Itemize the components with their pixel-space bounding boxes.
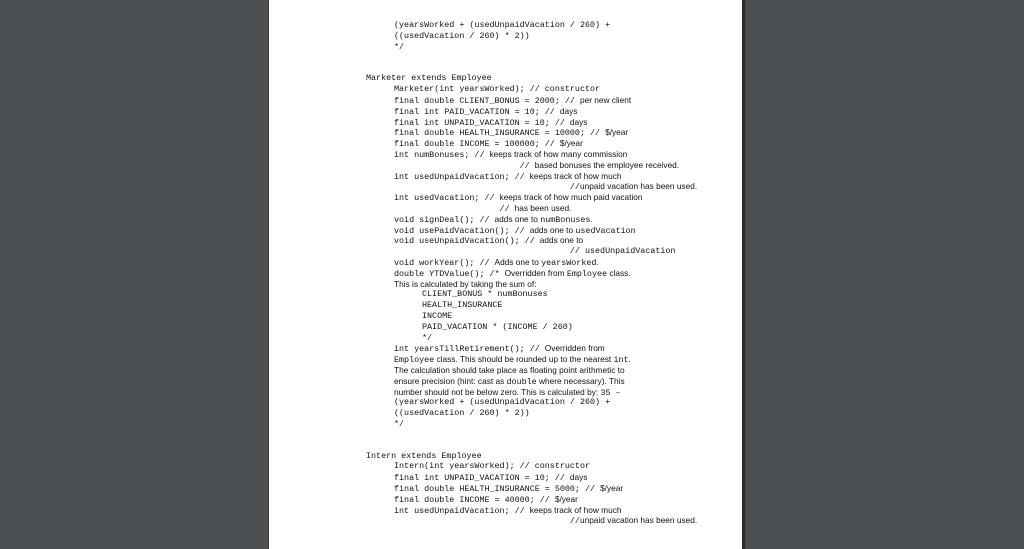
code-text: final double HEALTH_INSURANCE = 5000; // bbox=[394, 484, 601, 495]
comment-text: adds one to bbox=[494, 213, 541, 224]
code-text: // bbox=[394, 182, 580, 193]
code-line bbox=[366, 397, 736, 408]
document-page bbox=[268, 0, 743, 549]
comment-text: . bbox=[628, 354, 631, 365]
code-text: double bbox=[506, 376, 537, 387]
code-line bbox=[366, 268, 736, 279]
code-line bbox=[366, 279, 736, 290]
code-line bbox=[366, 20, 736, 31]
comment-text: unpaid vacation has been used. bbox=[579, 515, 698, 526]
code-text: int bbox=[613, 355, 629, 366]
comment-text: The calculation should take place as floating point arithmetic to bbox=[394, 364, 625, 375]
document-content bbox=[366, 20, 736, 526]
code-text: Marketer extends Employee bbox=[366, 73, 492, 84]
code-text: HEALTH_INSURANCE bbox=[422, 300, 503, 311]
code-line bbox=[366, 42, 736, 53]
comment-text: $/year bbox=[559, 138, 583, 149]
code-line bbox=[366, 203, 736, 214]
comment-text: adds one to bbox=[529, 224, 576, 235]
code-line bbox=[366, 214, 736, 225]
code-text: usedVacation bbox=[575, 225, 636, 236]
code-text: final int UNPAID_VACATION = 10; // bbox=[394, 473, 570, 484]
code-line bbox=[366, 160, 736, 171]
code-text: Intern(int yearsWorked); // constructor bbox=[394, 461, 591, 472]
code-line bbox=[366, 149, 736, 160]
code-line bbox=[366, 95, 736, 106]
comment-text: days bbox=[569, 116, 588, 127]
code-text: final double INCOME = 100000; // bbox=[394, 139, 560, 150]
code-text: INCOME bbox=[422, 310, 453, 321]
code-line bbox=[366, 257, 736, 268]
code-line bbox=[366, 235, 736, 246]
code-line bbox=[366, 408, 736, 419]
code-text: final double CLIENT_BONUS = 2000; // bbox=[394, 95, 580, 106]
code-text: void signDeal(); // bbox=[394, 214, 495, 225]
code-line bbox=[366, 461, 736, 472]
code-line bbox=[366, 138, 736, 149]
code-line bbox=[366, 311, 736, 322]
comment-text: adds one to bbox=[539, 235, 584, 246]
comment-text: keeps track of how much bbox=[529, 504, 622, 515]
code-text: PAID_VACATION * (INCOME / 260) bbox=[422, 321, 573, 332]
code-line bbox=[366, 289, 736, 300]
comment-text: number should not be below zero. This is calculated by: bbox=[394, 386, 601, 397]
code-line bbox=[366, 494, 736, 505]
comment-text: $/year bbox=[554, 493, 578, 504]
code-line bbox=[366, 73, 736, 84]
vertical-scrollbar[interactable] bbox=[742, 0, 745, 549]
comment-text: This is calculated by taking the sum of: bbox=[394, 278, 537, 289]
code-text: final double INCOME = 40000; // bbox=[394, 494, 555, 505]
code-line bbox=[366, 300, 736, 311]
comment-text: class. This should be rounded up to the nearest bbox=[434, 354, 614, 365]
code-line bbox=[366, 365, 736, 376]
block-spacer bbox=[366, 52, 736, 73]
code-text: // bbox=[394, 516, 580, 527]
code-text: void usePaidVacation(); // bbox=[394, 225, 530, 236]
code-text: Intern extends Employee bbox=[366, 450, 482, 461]
code-line bbox=[366, 387, 736, 398]
code-text: final double HEALTH_INSURANCE = 10000; // bbox=[394, 128, 606, 139]
comment-text: keeps track of how many commission bbox=[489, 148, 628, 159]
code-text: // bbox=[394, 203, 515, 214]
comment-text: based bonuses the employee received. bbox=[534, 159, 680, 170]
code-line bbox=[366, 84, 736, 95]
code-text: int usedVacation; // bbox=[394, 193, 500, 204]
comment-text: unpaid vacation has been used. bbox=[579, 181, 698, 192]
code-text: int usedUnpaidVacation; // bbox=[394, 171, 530, 182]
code-line bbox=[366, 322, 736, 333]
code-text: Employee bbox=[394, 355, 435, 366]
code-line bbox=[366, 31, 736, 42]
code-line bbox=[366, 117, 736, 128]
code-text: ((usedVacation / 260) * 2)) bbox=[394, 408, 530, 419]
code-block-marketer bbox=[366, 73, 736, 429]
code-text: (yearsWorked + (usedUnpaidVacation / 260) + bbox=[394, 20, 611, 30]
code-line bbox=[366, 246, 736, 257]
code-line bbox=[366, 225, 736, 236]
code-block-top bbox=[366, 20, 736, 52]
code-line bbox=[366, 451, 736, 462]
code-line bbox=[366, 343, 736, 354]
comment-text: Overridden from bbox=[504, 267, 567, 278]
comment-text: Adds one to bbox=[494, 256, 542, 267]
code-line bbox=[366, 376, 736, 387]
code-line bbox=[366, 472, 736, 483]
code-line bbox=[366, 505, 736, 516]
code-text: int yearsTillRetirement(); // bbox=[394, 344, 545, 355]
comment-text: has been used. bbox=[514, 202, 572, 213]
code-line bbox=[366, 171, 736, 182]
comment-text: . bbox=[596, 256, 599, 267]
code-text: (yearsWorked + (usedUnpaidVacation / 260) + bbox=[394, 397, 611, 408]
code-text: ((usedVacation / 260) * 2)) bbox=[394, 30, 530, 41]
code-text: int usedUnpaidVacation; // bbox=[394, 505, 530, 516]
code-text: // usedUnpaidVacation bbox=[394, 246, 676, 257]
comment-text: where necessary). This bbox=[536, 375, 625, 386]
comment-text: keeps track of how much bbox=[529, 170, 622, 181]
comment-text: days bbox=[559, 105, 578, 116]
code-line bbox=[366, 106, 736, 117]
code-text: final int UNPAID_VACATION = 10; // bbox=[394, 117, 570, 128]
comment-text: $/year bbox=[600, 483, 624, 494]
comment-text: ensure precision (hint: cast as bbox=[394, 375, 507, 386]
code-text: Employee bbox=[566, 268, 608, 279]
comment-text: keeps track of how much paid vacation bbox=[499, 192, 643, 203]
code-text: int numBonuses; // bbox=[394, 149, 490, 160]
code-text: */ bbox=[422, 332, 433, 343]
comment-text: $/year bbox=[605, 127, 629, 138]
code-text: double YTDValue(); /* bbox=[394, 268, 505, 279]
comment-text: Overridden from bbox=[544, 343, 605, 354]
code-line bbox=[366, 181, 736, 192]
code-text: // bbox=[394, 160, 535, 171]
code-text: void useUnpaidVacation(); // bbox=[394, 236, 540, 247]
comment-text: days bbox=[569, 472, 588, 483]
code-text: numBonuses bbox=[540, 214, 591, 225]
code-text: CLIENT_BONUS * numBonuses bbox=[422, 289, 548, 300]
code-text: 35 – bbox=[600, 387, 621, 398]
code-line bbox=[366, 192, 736, 203]
code-text: Marketer(int yearsWorked); // constructor bbox=[394, 84, 601, 95]
code-text: void workYear(); // bbox=[394, 257, 495, 268]
code-line bbox=[366, 483, 736, 494]
comment-text: class. bbox=[607, 267, 631, 278]
code-line bbox=[366, 333, 736, 344]
code-text: final int PAID_VACATION = 10; // bbox=[394, 106, 560, 117]
code-text: */ bbox=[394, 41, 405, 52]
code-line bbox=[366, 127, 736, 138]
code-line bbox=[366, 354, 736, 365]
comment-text: per new client bbox=[579, 94, 632, 105]
code-text: */ bbox=[394, 418, 405, 429]
block-spacer bbox=[366, 430, 736, 451]
code-line bbox=[366, 515, 736, 526]
code-block-intern bbox=[366, 451, 736, 527]
code-text: yearsWorked bbox=[541, 257, 597, 268]
comment-text: . bbox=[590, 213, 593, 224]
code-line bbox=[366, 419, 736, 430]
